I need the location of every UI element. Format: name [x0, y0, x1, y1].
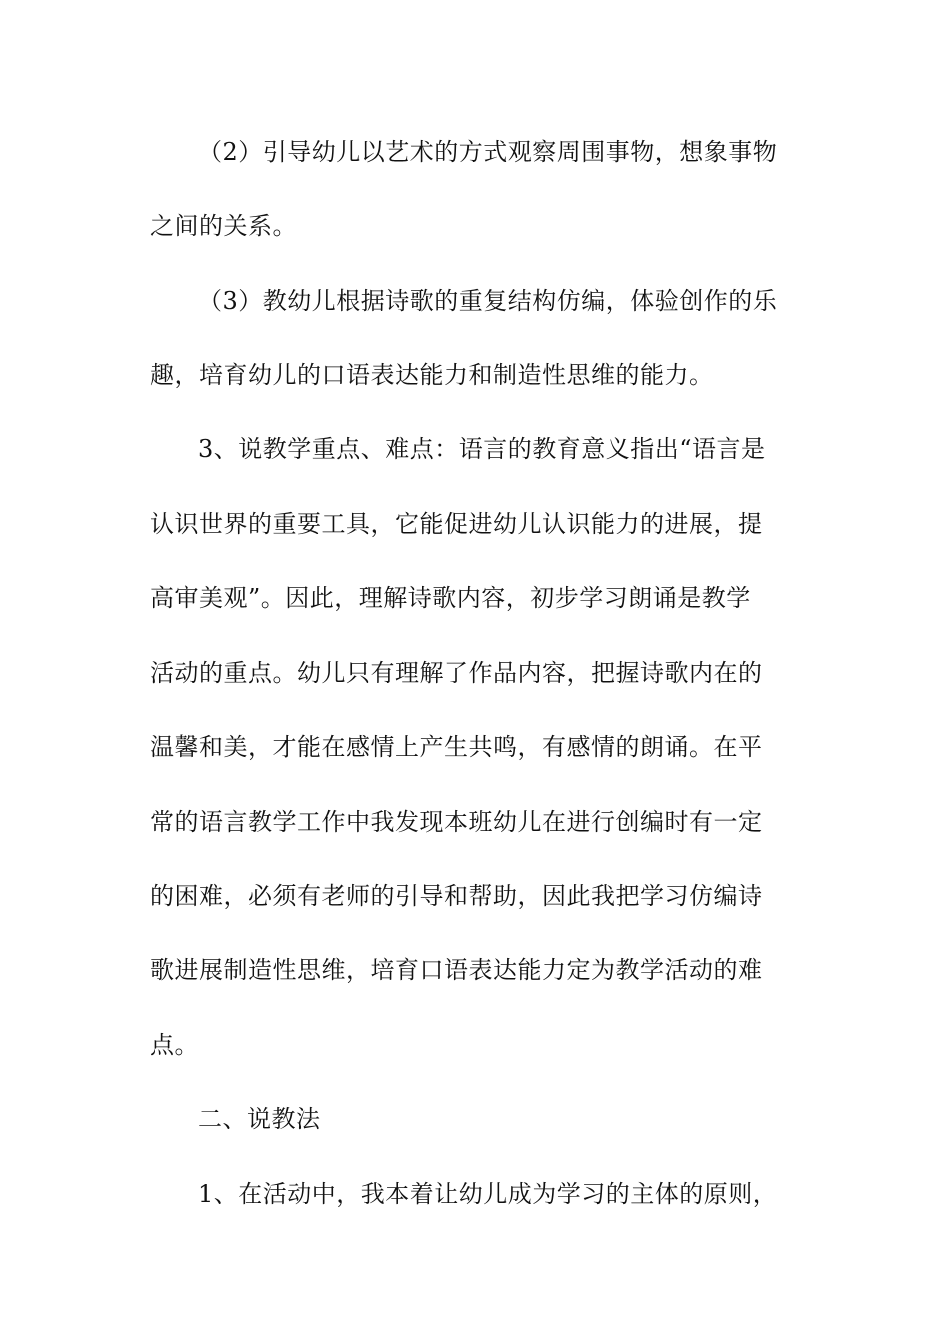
paragraph-line: （2）引导幼儿以艺术的方式观察周围事物，想象事物	[198, 138, 778, 166]
paragraph-line: 1、在活动中，我本着让幼儿成为学习的主体的原则，	[198, 1180, 778, 1208]
paragraph-line: 高审美观”。因此，理解诗歌内容，初步学习朗诵是教学	[150, 584, 751, 612]
paragraph-line: 3、说教学重点、难点：语言的教育意义指出“语言是	[198, 435, 766, 463]
paragraph-line: 趣，培育幼儿的口语表达能力和制造性思维的能力。	[150, 361, 714, 389]
paragraph-line: 的困难，必须有老师的引导和帮助，因此我把学习仿编诗	[150, 882, 763, 910]
paragraph-line: 活动的重点。幼儿只有理解了作品内容，把握诗歌内在的	[150, 659, 763, 687]
paragraph-line: （3）教幼儿根据诗歌的重复结构仿编，体验创作的乐	[198, 287, 778, 315]
paragraph-line: 之间的关系。	[150, 212, 297, 240]
paragraph-line: 点。	[150, 1031, 199, 1059]
paragraph-line: 温馨和美，才能在感情上产生共鸣，有感情的朗诵。在平	[150, 733, 763, 761]
paragraph-line: 歌进展制造性思维，培育口语表达能力定为教学活动的难	[150, 956, 763, 984]
section-heading: 二、说教法	[198, 1105, 321, 1133]
paragraph-line: 常的语言教学工作中我发现本班幼儿在进行创编时有一定	[150, 808, 763, 836]
paragraph-line: 认识世界的重要工具，它能促进幼儿认识能力的进展，提	[150, 510, 763, 538]
